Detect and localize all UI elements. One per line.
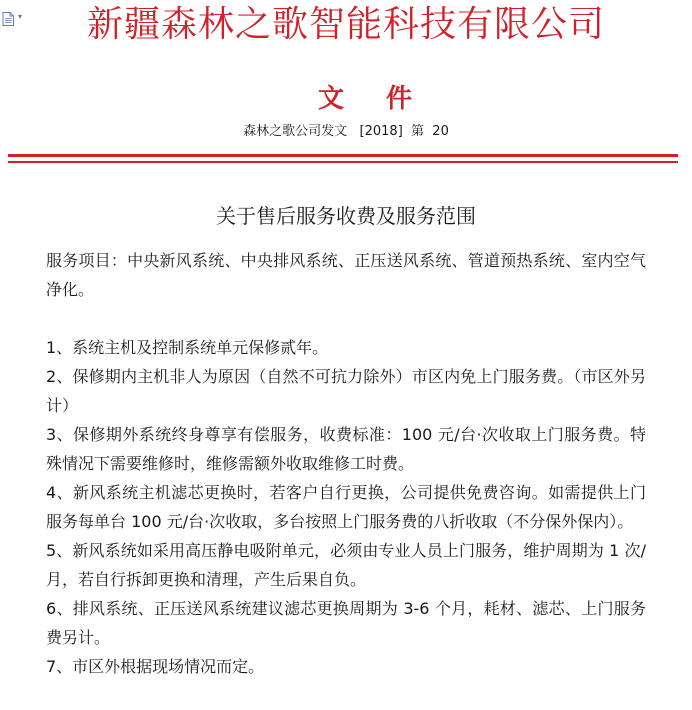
list-item: 3、保修期外系统终身尊享有偿服务，收费标准：100 元/台·次收取上门服务费。特殊情况下需要维修时，维修需额外收取维修工时费。 bbox=[46, 425, 646, 473]
list-item: 2、保修期内主机非人为原因（自然不可抗力除外）市区内免上门服务费。（市区外另计） bbox=[46, 367, 646, 415]
service-intro: 服务项目：中央新风系统、中央排风系统、正压送风系统、管道预热系统、室内空气净化。 bbox=[46, 251, 646, 299]
notice-title: 关于售后服务收费及服务范围 bbox=[216, 204, 476, 228]
header-rule-thick bbox=[8, 154, 678, 157]
paragraph-spacer bbox=[46, 304, 646, 333]
document-type-title: 文件 bbox=[318, 84, 455, 114]
list-item: 1、系统主机及控制系统单元保修贰年。 bbox=[46, 338, 329, 357]
list-item: 5、新风系统如采用高压静电吸附单元，必须由专业人员上门服务，维护周期为 1 次/月，若自行拆卸更换和清理，产生后果自负。 bbox=[46, 541, 646, 589]
document-number: 森林之歌公司发文 [2018] 第 20 bbox=[243, 124, 449, 139]
chevron-down-icon[interactable]: ▾ bbox=[18, 12, 23, 21]
list-item: 6、排风系统、正压送风系统建议滤芯更换周期为 3-6 个月，耗材、滤芯、上门服务费另计。 bbox=[46, 599, 646, 647]
notice-body bbox=[46, 246, 646, 681]
header-rule-thin bbox=[8, 161, 678, 163]
company-name: 新疆森林之歌智能科技有限公司 bbox=[86, 4, 605, 45]
list-item: 4、新风系统主机滤芯更换时，若客户自行更换，公司提供免费咨询。如需提供上门服务每单台 100 元/台·次收取，多台按照上门服务费的八折收取（不分保外保内）。 bbox=[46, 483, 646, 531]
list-item: 7、市区外根据现场情况而定。 bbox=[46, 657, 265, 676]
